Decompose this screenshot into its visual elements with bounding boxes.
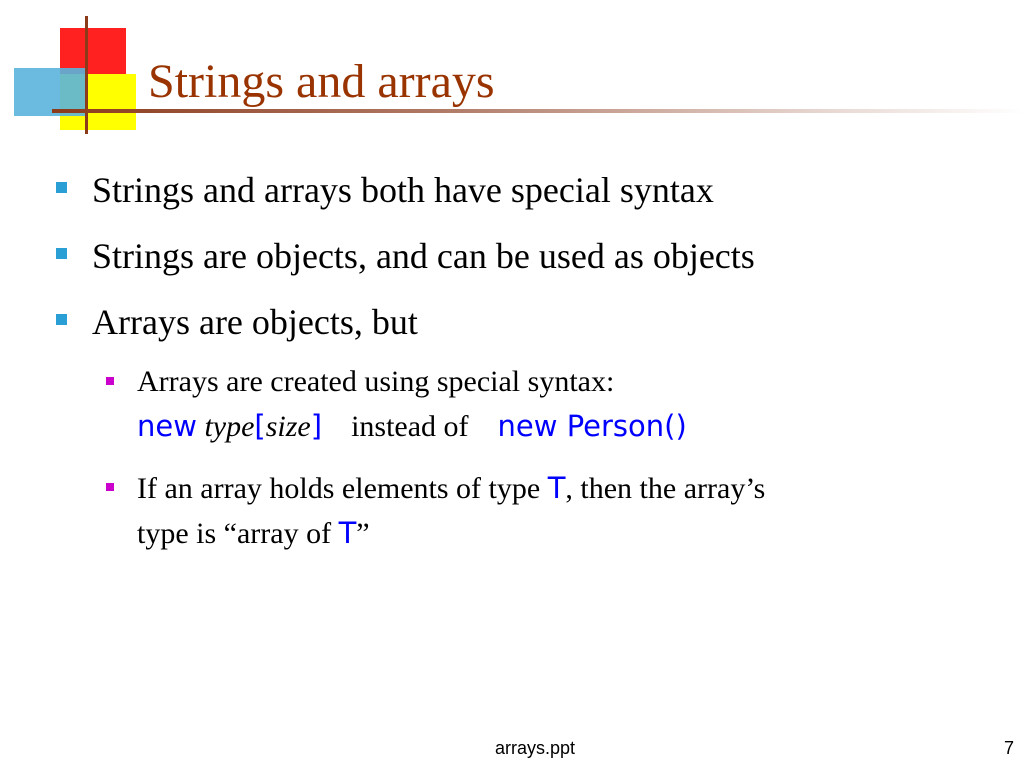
slide-logo-decoration: [0, 0, 140, 140]
code-type-t: T: [338, 516, 357, 550]
bullet-item: [92, 234, 755, 278]
code-new-keyword: new: [137, 409, 197, 443]
size-word: size: [265, 410, 311, 443]
square-bullet-icon: [56, 314, 67, 325]
code-type-t: T: [547, 471, 566, 505]
footer-filename: arrays.ppt: [494, 738, 576, 758]
instead-of-text: instead of: [351, 410, 469, 443]
sub-bullet-text: If an array holds elements of type: [137, 472, 541, 505]
square-sub-bullet-icon: [106, 377, 114, 385]
sub-bullet-text: Arrays are created using special syntax:: [137, 365, 615, 398]
square-bullet-icon: [56, 248, 67, 259]
sub-bullet-text: type is “array of: [137, 517, 332, 550]
bullet-item: [92, 168, 714, 212]
sub-bullet-text: , then the array’s: [565, 472, 766, 505]
syntax-example-line: [137, 404, 687, 449]
code-new-person: new Person(): [497, 409, 687, 443]
bullet-text: Arrays are objects, but: [92, 302, 418, 342]
square-bullet-icon: [56, 182, 67, 193]
bullet-item: [92, 300, 418, 344]
bullet-text: Strings are objects, and can be used as objects: [92, 236, 755, 276]
sub-bullet-item: [137, 466, 765, 556]
type-word: type: [204, 410, 255, 443]
logo-vertical-line: [85, 16, 88, 134]
open-bracket: [: [254, 409, 266, 443]
square-sub-bullet-icon: [106, 483, 114, 491]
sub-bullet-item: [137, 360, 687, 449]
sub-bullet-line: [137, 466, 765, 511]
footer-page-number: 7: [1003, 738, 1014, 758]
slide-title: Strings and arrays: [148, 55, 495, 108]
sub-bullet-line: [137, 511, 765, 556]
close-bracket: ]: [310, 409, 323, 443]
sub-bullet-text: ”: [356, 517, 370, 550]
bullet-text: Strings and arrays both have special syntax: [92, 170, 714, 210]
